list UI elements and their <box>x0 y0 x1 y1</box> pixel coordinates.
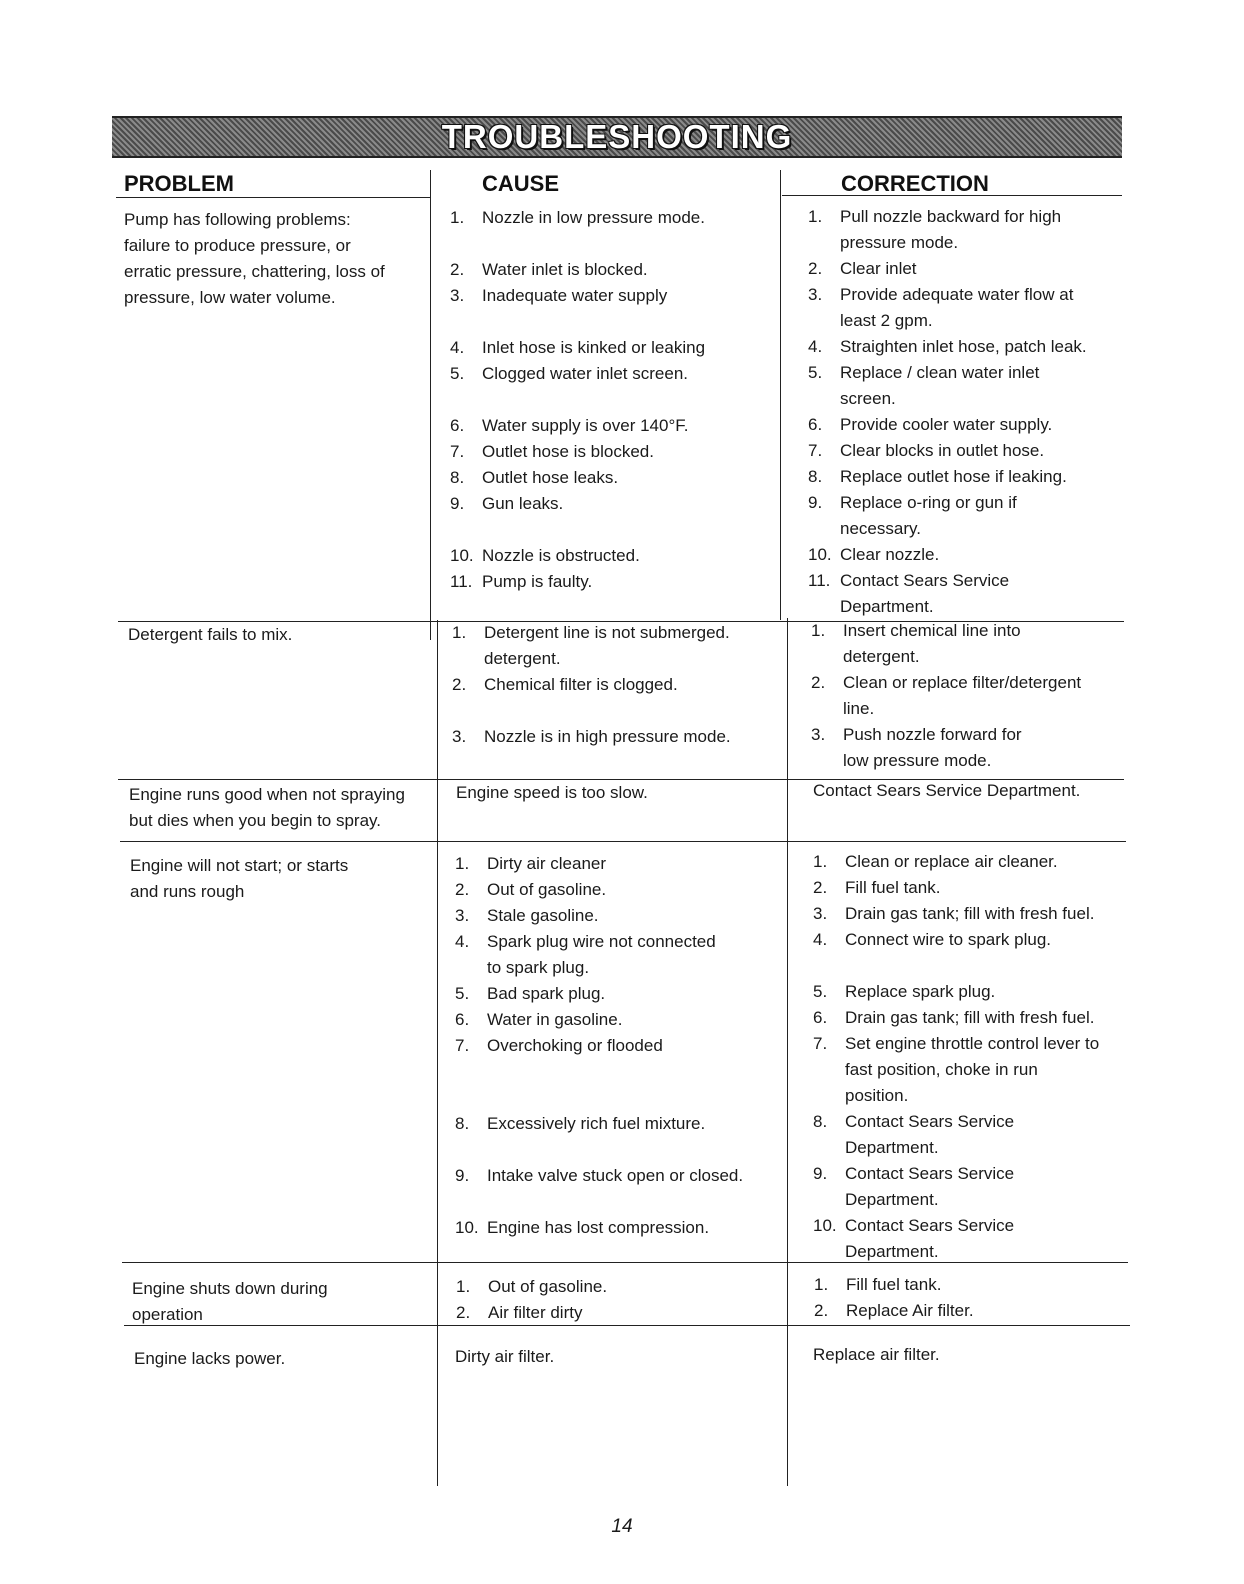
list-item: 1. Nozzle in low pressure mode. <box>450 208 705 227</box>
row-separator-3 <box>120 841 1126 842</box>
list-item: 1. Clean or replace air cleaner. <box>813 852 1058 871</box>
list-item: 8. Excessively rich fuel mixture. <box>455 1114 706 1133</box>
list-item: 9. Gun leaks. <box>450 494 564 513</box>
problem-cell: Engine shuts down during operation <box>132 1279 328 1324</box>
list-item: 10. Contact Sears Service Department. <box>813 1216 1015 1261</box>
list-item: 3. Provide adequate water flow at least 2 gpm. <box>808 285 1074 330</box>
list-item: 11. Contact Sears Service Department. <box>808 571 1010 616</box>
list-item: 6. Water in gasoline. <box>455 1010 623 1029</box>
list-item: 1. Pull nozzle backward for high pressure mode. <box>808 207 1062 252</box>
list-item: 8. Outlet hose leaks. <box>450 468 619 487</box>
list-item: 1. Detergent line is not submerged. detergent. <box>452 623 730 668</box>
list-item: 3. Push nozzle forward for low pressure mode. <box>811 725 1022 770</box>
correction-list <box>814 1272 1134 1324</box>
list-item: 5. Replace / clean water inlet screen. <box>808 363 1040 408</box>
list-item: 10. Nozzle is obstructed. <box>450 546 640 565</box>
cause-text: Engine speed is too slow. <box>456 783 648 802</box>
list-item: 3. Stale gasoline. <box>455 906 599 925</box>
cause-list <box>455 851 780 1241</box>
correction-list <box>813 849 1133 1265</box>
problem-cell: Detergent fails to mix. <box>128 625 293 644</box>
page-number: 14 <box>611 1516 633 1537</box>
header-problem: PROBLEM <box>124 171 234 196</box>
title-banner <box>112 116 1122 158</box>
list-item: 9. Intake valve stuck open or closed. <box>455 1166 744 1185</box>
header-rule-problem <box>116 197 430 198</box>
list-item: 11. Pump is faulty. <box>450 572 593 591</box>
correction-text: Contact Sears Service Department. <box>813 781 1081 800</box>
list-item: 2. Clean or replace filter/detergent line. <box>811 673 1082 718</box>
list-item: 4. Spark plug wire not connected to spark plug. <box>455 932 716 977</box>
cause-list <box>452 620 777 750</box>
list-item: 6. Drain gas tank; fill with fresh fuel. <box>813 1008 1095 1027</box>
list-item: 5. Replace spark plug. <box>813 982 996 1001</box>
list-item: 8. Contact Sears Service Department. <box>813 1112 1015 1157</box>
divider-2a <box>780 170 781 620</box>
list-item: 4. Inlet hose is kinked or leaking <box>450 338 706 357</box>
cause-list <box>450 205 775 595</box>
list-item: 1. Fill fuel tank. <box>814 1275 942 1294</box>
divider-1a <box>430 170 431 640</box>
list-item: 4. Connect wire to spark plug. <box>813 930 1051 949</box>
list-item: 10. Engine has lost compression. <box>455 1218 710 1237</box>
cause-text: Dirty air filter. <box>455 1347 555 1366</box>
list-item: 7. Set engine throttle control lever to fast position, choke in run position. <box>813 1034 1100 1105</box>
problem-cell: Engine lacks power. <box>134 1349 286 1368</box>
list-item: 9. Replace o-ring or gun if necessary. <box>808 493 1017 538</box>
list-item: 1. Dirty air cleaner <box>455 854 607 873</box>
list-item: 2. Replace Air filter. <box>814 1301 974 1320</box>
correction-list <box>808 204 1128 620</box>
list-item: 3. Drain gas tank; fill with fresh fuel. <box>813 904 1095 923</box>
list-item: 2. Out of gasoline. <box>455 880 607 899</box>
header-cause: CAUSE <box>482 171 560 196</box>
page-title: TROUBLESHOOTING <box>441 118 793 155</box>
correction-list <box>811 618 1131 774</box>
cause-list <box>456 1274 781 1326</box>
list-item: 2. Chemical filter is clogged. <box>452 675 678 694</box>
list-item: 7. Overchoking or flooded <box>455 1036 663 1055</box>
correction-text: Replace air filter. <box>813 1345 940 1364</box>
header-correction: CORRECTION <box>841 171 989 196</box>
list-item: 2. Water inlet is blocked. <box>450 260 648 279</box>
divider-1b <box>437 620 438 1486</box>
list-item: 7. Clear blocks in outlet hose. <box>808 441 1045 460</box>
list-item: 8. Replace outlet hose if leaking. <box>808 467 1067 486</box>
list-item: 6. Provide cooler water supply. <box>808 415 1053 434</box>
list-item: 3. Nozzle is in high pressure mode. <box>452 727 731 746</box>
list-item: 7. Outlet hose is blocked. <box>450 442 654 461</box>
problem-cell: Engine runs good when not spraying but dies when you begin to spray. <box>129 785 405 830</box>
list-item: 5. Clogged water inlet screen. <box>450 364 689 383</box>
divider-2b <box>787 618 788 1486</box>
list-item: 4. Straighten inlet hose, patch leak. <box>808 337 1087 356</box>
header-rule-correction <box>782 195 1122 196</box>
list-item: 6. Water supply is over 140°F. <box>450 416 689 435</box>
list-item: 1. Out of gasoline. <box>456 1277 608 1296</box>
list-item: 2. Air filter dirty <box>456 1303 583 1322</box>
list-item: 5. Bad spark plug. <box>455 984 606 1003</box>
list-item: 2. Fill fuel tank. <box>813 878 941 897</box>
list-item: 1. Insert chemical line into detergent. <box>811 621 1021 666</box>
problem-cell: Engine will not start; or starts and runs rough <box>130 856 349 901</box>
list-item: 10. Clear nozzle. <box>808 545 940 564</box>
list-item: 3. Inadequate water supply <box>450 286 668 305</box>
list-item: 9. Contact Sears Service Department. <box>813 1164 1015 1209</box>
problem-cell: Pump has following problems: failure to produce pressure, or erratic pressure, chattering, loss of pressure, low water volume. <box>124 210 385 307</box>
list-item: 2. Clear inlet <box>808 259 917 278</box>
